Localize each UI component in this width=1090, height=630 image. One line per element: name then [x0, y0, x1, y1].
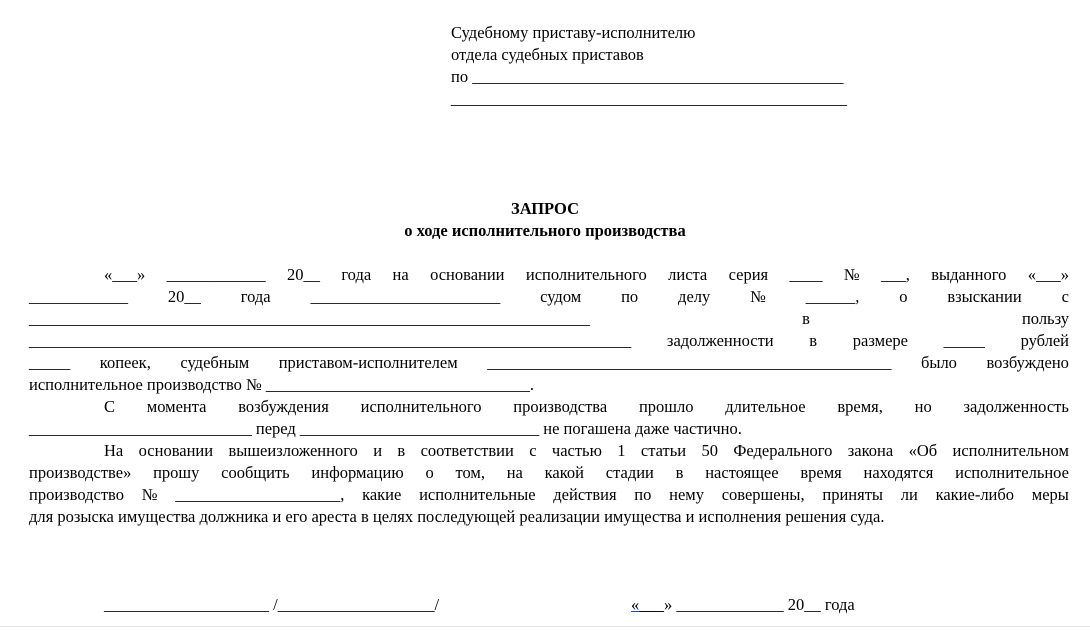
word: 50 — [701, 441, 718, 460]
word: ____________________________________________________________________ — [29, 309, 590, 328]
word: № — [141, 485, 158, 504]
body-line-7 — [29, 396, 1069, 418]
word: размере — [852, 331, 908, 350]
word: задолженности — [666, 331, 774, 350]
body-line-12: для розыска имущества должника и его ареста в целях последующей реализации имущества и исполнения решения суда. — [29, 507, 885, 526]
page-bottom-rule — [0, 626, 1090, 627]
word: время — [800, 463, 842, 482]
word: производства — [513, 397, 608, 416]
date-open-quote: « — [631, 595, 640, 614]
word: приняты — [822, 485, 884, 504]
word: с — [1061, 287, 1069, 306]
word: копеек, — [99, 353, 151, 372]
body-line-4 — [29, 330, 1069, 352]
word: № — [843, 265, 860, 284]
word: исполнительное — [955, 463, 1069, 482]
word: соответствии — [420, 441, 514, 460]
word: закона — [847, 441, 894, 460]
word: о — [899, 287, 908, 306]
word: информацию — [311, 463, 404, 482]
word: с — [529, 441, 537, 460]
word: какие-либо — [935, 485, 1015, 504]
word: по — [621, 287, 639, 306]
word: 1 — [617, 441, 626, 460]
word: «Об — [908, 441, 938, 460]
addressee-line-4: ________________________________________________ — [451, 89, 847, 108]
word: ____________________, — [175, 485, 345, 504]
word: длительное — [725, 397, 806, 416]
word: ли — [900, 485, 918, 504]
word: _____ — [29, 353, 71, 372]
word: ____ — [789, 265, 823, 284]
document-title — [0, 198, 1090, 242]
word: на — [506, 463, 523, 482]
word: ____________ — [29, 287, 128, 306]
word: ______, — [805, 287, 860, 306]
word: основании — [138, 441, 214, 460]
word: ___, — [880, 265, 910, 284]
date-day-blank: ___ — [639, 595, 664, 614]
title-subheading: о ходе исполнительного производства — [404, 221, 686, 240]
word: действия — [553, 485, 617, 504]
addressee-line-3: по _____________________________________________ — [451, 67, 844, 86]
addressee-block — [451, 22, 911, 110]
word: совершены, — [721, 485, 805, 504]
body-line-10 — [29, 462, 1069, 484]
word: вышеизложенного — [228, 441, 358, 460]
word: ____________ — [166, 265, 266, 284]
word: _______________________ — [310, 287, 501, 306]
word: нему — [669, 485, 704, 504]
word: С — [104, 397, 116, 416]
word: серия — [728, 265, 769, 284]
addressee-line-2: отдела судебных приставов — [451, 45, 644, 64]
word: исполнительного — [525, 265, 647, 284]
word: но — [914, 397, 932, 416]
word: момента — [146, 397, 207, 416]
word: _________________________________________________________________________ — [29, 331, 632, 350]
word: том, — [455, 463, 485, 482]
title-heading: ЗАПРОС — [511, 199, 579, 218]
word: какой — [544, 463, 584, 482]
word: производство — [29, 485, 124, 504]
signature-line — [104, 594, 439, 616]
word: сообщить — [221, 463, 290, 482]
word: исполнительные — [419, 485, 536, 504]
word: выданного — [931, 265, 1007, 284]
word: 20__ — [167, 287, 201, 306]
body-line-6: исполнительное производство № ________________________________. — [29, 375, 535, 394]
word: основании — [430, 265, 505, 284]
word: частью — [551, 441, 602, 460]
word: находятся — [863, 463, 934, 482]
signature-blank: ____________________ / — [104, 595, 278, 614]
word: прошло — [638, 397, 694, 416]
word: и — [373, 441, 383, 460]
word: № — [750, 287, 766, 306]
word: «___» — [1027, 265, 1069, 284]
word: года — [240, 287, 271, 306]
word: меры — [1031, 485, 1069, 504]
signature-name-blank: ___________________/ — [277, 595, 440, 614]
word: _________________________________________________ — [487, 353, 892, 372]
word: _____ — [943, 331, 985, 350]
word: в — [802, 309, 810, 328]
word: возбуждения — [238, 397, 329, 416]
word: статьи — [640, 441, 687, 460]
word: приставом-исполнителем — [278, 353, 458, 372]
word: исполнительном — [952, 441, 1069, 460]
word: производстве» — [29, 463, 132, 482]
word: о — [425, 463, 434, 482]
word: какие — [362, 485, 402, 504]
addressee-line-1: Судебному приставу-исполнителю — [451, 23, 696, 42]
word: по — [634, 485, 652, 504]
body-line-8: ___________________________ перед _____________________________ не погашена даже частично. — [29, 419, 742, 438]
word: взыскании — [947, 287, 1022, 306]
signature-date — [631, 594, 855, 616]
word: в — [809, 331, 818, 350]
body-line-11 — [29, 484, 1069, 506]
word: На — [104, 441, 124, 460]
body-line-5 — [29, 352, 1069, 374]
word: в — [675, 463, 684, 482]
word: настоящее — [705, 463, 779, 482]
word: в — [397, 441, 406, 460]
word: пользу — [1021, 309, 1069, 328]
word: 20__ — [286, 265, 320, 284]
word: делу — [678, 287, 711, 306]
word: было — [920, 353, 957, 372]
date-rest: » _____________ 20__ года — [664, 595, 855, 614]
body-line-1 — [29, 264, 1069, 286]
document-body — [29, 264, 1069, 528]
word: рублей — [1020, 331, 1069, 350]
word: прошу — [153, 463, 200, 482]
body-line-2 — [29, 286, 1069, 308]
body-line-9 — [29, 440, 1069, 462]
word: задолженность — [963, 397, 1069, 416]
word: на — [392, 265, 409, 284]
word: судебным — [180, 353, 250, 372]
word: Федерального — [733, 441, 833, 460]
word: стадии — [605, 463, 654, 482]
word: года — [341, 265, 372, 284]
word: «___» — [104, 265, 146, 284]
word: время, — [837, 397, 883, 416]
word: возбуждено — [986, 353, 1069, 372]
word: исполнительного — [360, 397, 482, 416]
word: листа — [668, 265, 708, 284]
word: судом — [540, 287, 582, 306]
body-line-3 — [29, 308, 1069, 330]
